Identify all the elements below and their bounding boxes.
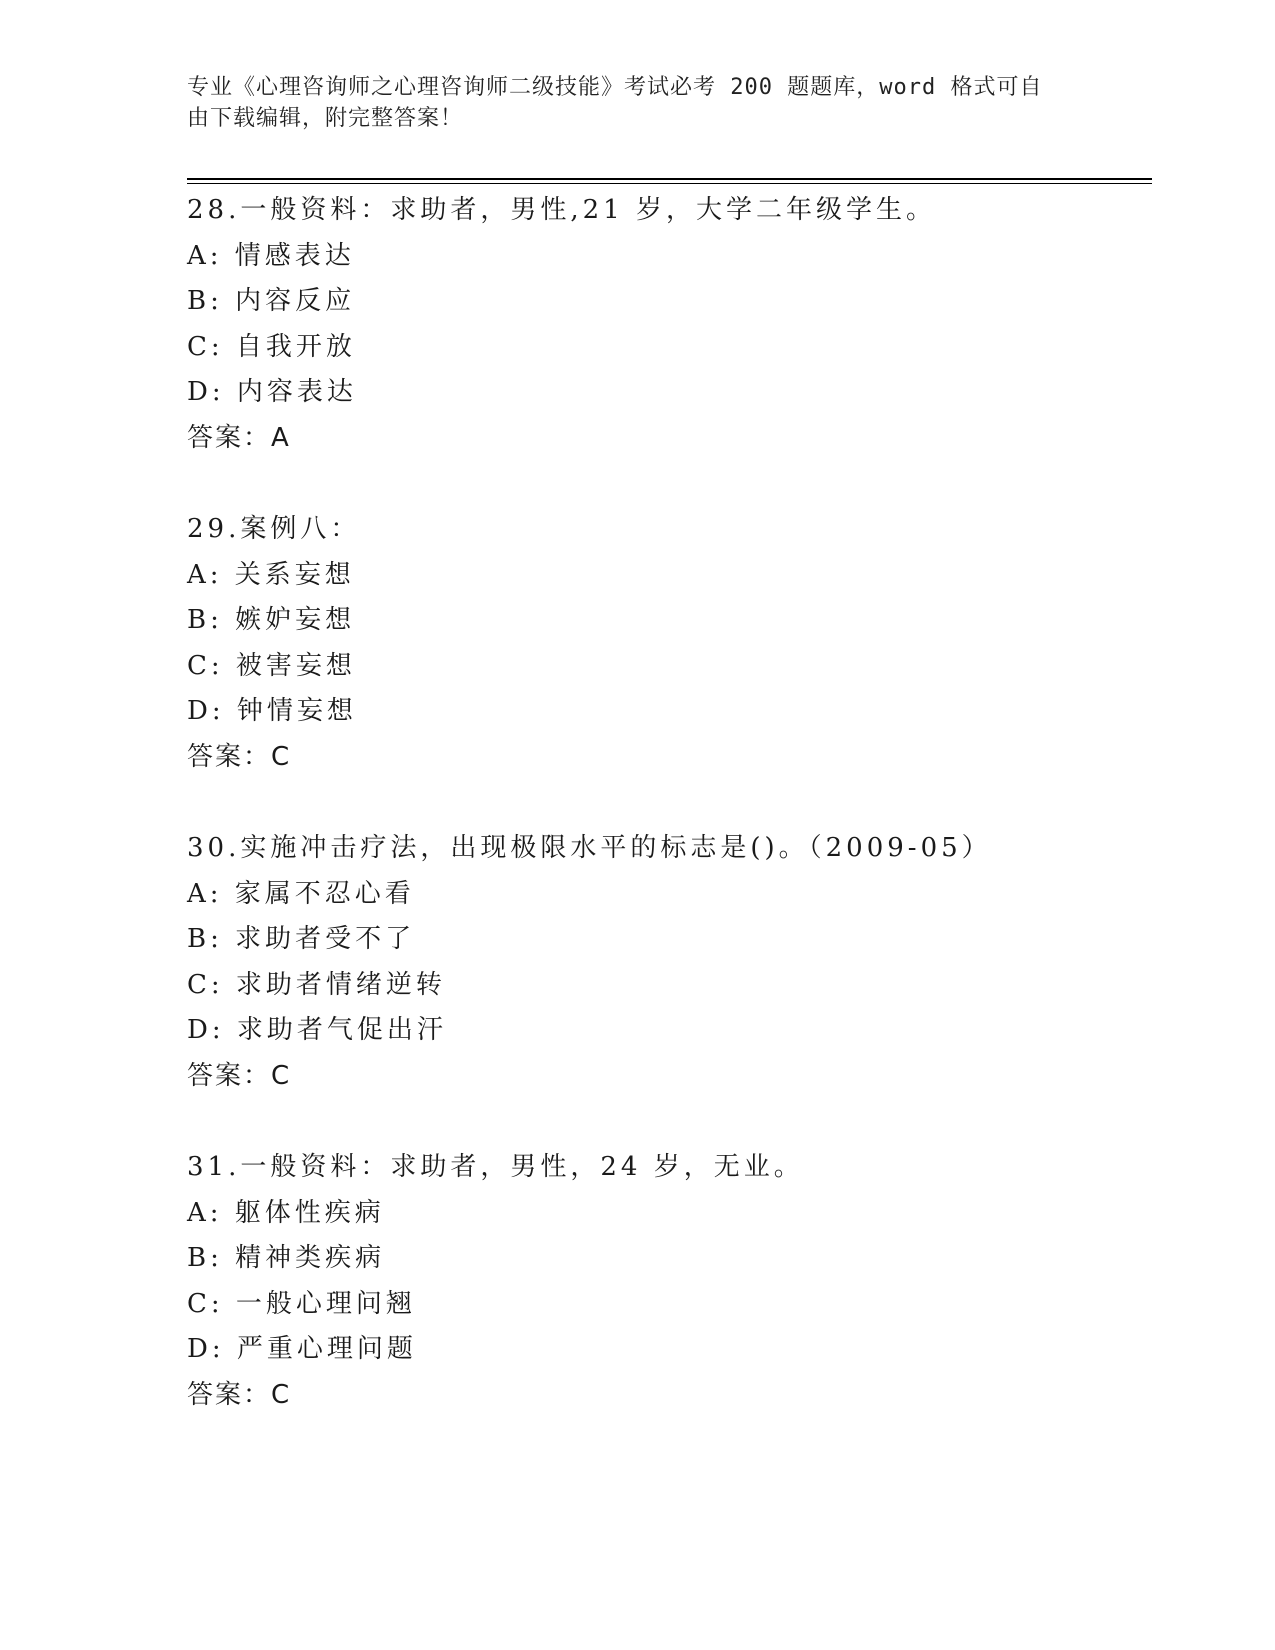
option-c: C: 被害妄想 xyxy=(187,650,356,681)
option-b: B: 内容反应 xyxy=(187,286,356,316)
answer: 答案：C xyxy=(187,1060,292,1091)
option-c: C: 求助者情绪逆转 xyxy=(187,969,446,1000)
option-d: D: 内容表达 xyxy=(187,377,357,407)
question-stem: 31.一般资料：求助者，男性，24 岁，无业。 xyxy=(187,1152,804,1182)
option-d: D: 严重心理问题 xyxy=(187,1334,417,1364)
answer: 答案：C xyxy=(187,741,292,772)
option-b: B: 嫉妒妄想 xyxy=(187,605,356,635)
question-28 xyxy=(187,188,1147,507)
header-line-2: 由下载编辑，附完整答案！ xyxy=(187,106,464,131)
option-d: D: 求助者气促出汗 xyxy=(187,1015,447,1045)
question-stem: 30.实施冲击疗法，出现极限水平的标志是()。（2009-05） xyxy=(187,833,992,863)
question-30 xyxy=(187,826,1147,1145)
option-c: C: 一般心理问翘 xyxy=(187,1288,416,1319)
question-29 xyxy=(187,507,1147,826)
header-divider-thick xyxy=(187,178,1152,180)
option-a: A: 情感表达 xyxy=(187,240,355,271)
option-b: B: 求助者受不了 xyxy=(187,924,416,954)
header-line-1: 专业《心理咨询师之心理咨询师二级技能》考试必考 200 题题库，word 格式可自 xyxy=(187,75,1043,100)
option-a: A: 躯体性疾病 xyxy=(187,1197,385,1228)
document-header xyxy=(187,72,1067,134)
question-stem: 28.一般资料：求助者，男性,21 岁，大学二年级学生。 xyxy=(187,195,936,225)
option-d: D: 钟情妄想 xyxy=(187,696,357,726)
answer: 答案：A xyxy=(187,422,291,453)
option-b: B: 精神类疾病 xyxy=(187,1243,386,1273)
header-divider-thin xyxy=(187,183,1152,184)
question-stem: 29.案例八： xyxy=(187,514,361,544)
option-a: A: 家属不忍心看 xyxy=(187,878,415,909)
question-31 xyxy=(187,1145,1147,1464)
answer: 答案：C xyxy=(187,1379,292,1410)
question-list xyxy=(187,188,1147,1464)
option-a: A: 关系妄想 xyxy=(187,559,355,590)
option-c: C: 自我开放 xyxy=(187,331,356,362)
